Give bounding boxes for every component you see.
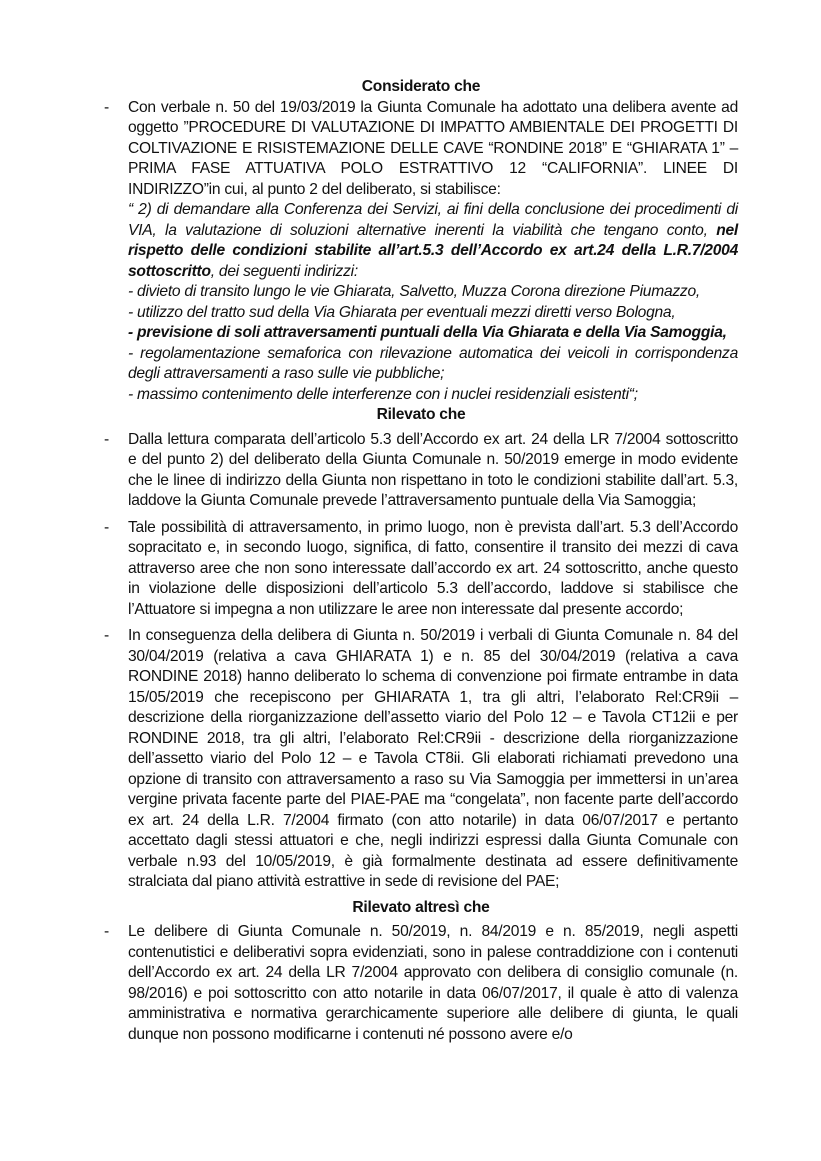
quote-intro-tail: , dei seguenti indirizzi: [210, 262, 358, 280]
list-item [104, 430, 738, 512]
quote-line-bold: - previsione di soli attraversamenti puntuali della Via Ghiarata e della Via Samoggia, [128, 324, 727, 341]
bullet-dash: - [104, 518, 109, 536]
section-heading-rilevato: Rilevato che [376, 406, 466, 423]
list-item [104, 922, 738, 1045]
bullet-dash: - [104, 923, 109, 940]
quote-line: - regolamentazione semaforica con rilevazione automatica dei veicoli in corrispondenza degli attraversamenti a raso sulle vie pubbliche; [128, 344, 738, 382]
section-heading-rilevato-altresi: Rilevato altresì che [352, 898, 490, 916]
quote-line: - divieto di transito lungo le vie Ghiarata, Salvetto, Muzza Corona direzione Piumazzo, [128, 283, 700, 300]
paragraph-text: Con verbale n. 50 del 19/03/2019 la Giunta Comunale ha adottato una delibera avente ad oggetto ”PROCEDURE DI VALUTAZIONE DI IMPATTO AMBIENTALE DEI PROGETTI DI COLTIVAZIONE E RISISTEMAZIONE DELLE CAVE “RONDINE 2018” E “GHIARATA 1” – PRIMA FASE ATTUATIVA POLO ESTRATTIVO 12 “CALIFORNIA”. LINEE DI INDIRIZZO”in cui, al punto 2 del deliberato, si stabilisce: [128, 98, 738, 198]
paragraph-text: In conseguenza della delibera di Giunta n. 50/2019 i verbali di Giunta Comunale n. 84 del 30/04/2019 (relativa a cava GHIARATA 1) e n. 85 del 30/04/2019 (relativa a cava RONDINE 2018) hanno deliberato lo schema di convenzione poi firmate entrambe in data 15/05/2019 che recepiscono per GHIARATA 1, tra gli altri, l’elaborato Rel:CR9ii – descrizione della riorganizzazione dell’assetto viario del Polo 12 – e Tavola CT12ii e per RONDINE 2018, tra gli altri, l’elaborato Rel:CR9ii - descrizione della riorganizzazione dell’assetto viario del Polo 12 – e Tavola CT8ii. Gli elaborati richiamati prevedono una opzione di transito con attraversamento a raso su Via Samoggia per immettersi in un’area vergine privata facente parte del PIAE-PAE ma “congelata”, non facente parte dell’accordo ex art. 24 della L.R. 7/2004 firmato (con atto notarile) in data 06/07/2017 e pertanto accettato dagli stessi attuatori e che, negli indirizzi espressi dalla Giunta Comunale con verbale n.93 del 10/05/2019, è già formalmente destinata ad essere definitivamente stralciata dal piano attività estrattive in sede di revisione del PAE; [128, 627, 738, 890]
list-item [104, 626, 738, 893]
paragraph-text: Dalla lettura comparata dell’articolo 5.3 dell’Accordo ex art. 24 della LR 7/2004 sottoscritto e del punto 2) del deliberato della Giunta Comunale n. 50/2019 emerge in modo evidente che le linee di indirizzo della Giunta non rispettano in toto le condizioni stabilite dall’art. 5.3, laddove la Giunta Comunale prevede l’attraversamento puntuale della Via Samoggia; [128, 430, 738, 509]
section-heading-considerato: Considerato che [361, 78, 481, 95]
document-body [104, 77, 738, 1045]
quoted-deliberation [128, 200, 738, 282]
bullet-dash: - [104, 627, 109, 644]
quote-line: - utilizzo del tratto sud della Via Ghiarata per eventuali mezzi diretti verso Bologna, [128, 303, 676, 321]
bullet-dash: - [104, 430, 109, 448]
quote-line: - massimo contenimento delle interferenze con i nuclei residenziali esistenti“; [128, 385, 638, 403]
paragraph-text: Tale possibilità di attraversamento, in primo luogo, non è prevista dall’art. 5.3 dell’Accordo sopracitato e, in secondo luogo, significa, di fatto, consentire il transito dei mezzi di cava attraverso aree che non sono interessate dall’accordo ex art. 24 sottoscritto, anche questo in violazione delle disposizioni dell’articolo 5.3 dell’accordo, laddove si stabilisce che l’Attuatore si impegna a non utilizzare le aree non interessate dal presente accordo; [128, 518, 738, 618]
bullet-dash: - [104, 98, 109, 116]
quote-bold-condition: nel rispetto delle condizioni stabilite all’art.5.3 dell’Accordo ex art.24 della L.R.7/2004 sottoscritto [128, 221, 738, 280]
quote-intro: “ 2) di demandare alla Conferenza dei Servizi, ai fini della conclusione dei procedimenti di VIA, la valutazione di soluzioni alternative inerenti la viabilità che tengano conto, [128, 201, 738, 239]
paragraph-text: Le delibere di Giunta Comunale n. 50/2019, n. 84/2019 e n. 85/2019, negli aspetti contenutistici e deliberativi sopra evidenziati, sono in palese contraddizione con i contenuti dell’Accordo ex art. 24 della LR 7/2004 approvato con delibera di consiglio comunale (n. 98/2016) e poi sottoscritto con atto notarile in data 06/07/2017, il quale è atto di valenza amministrativa e normativa gerarchicamente superiore alle delibere di giunta, le quali dunque non possono modificarne i contenuti né possono avere e/o [128, 923, 738, 1043]
list-item [104, 518, 738, 621]
list-item [104, 98, 738, 406]
